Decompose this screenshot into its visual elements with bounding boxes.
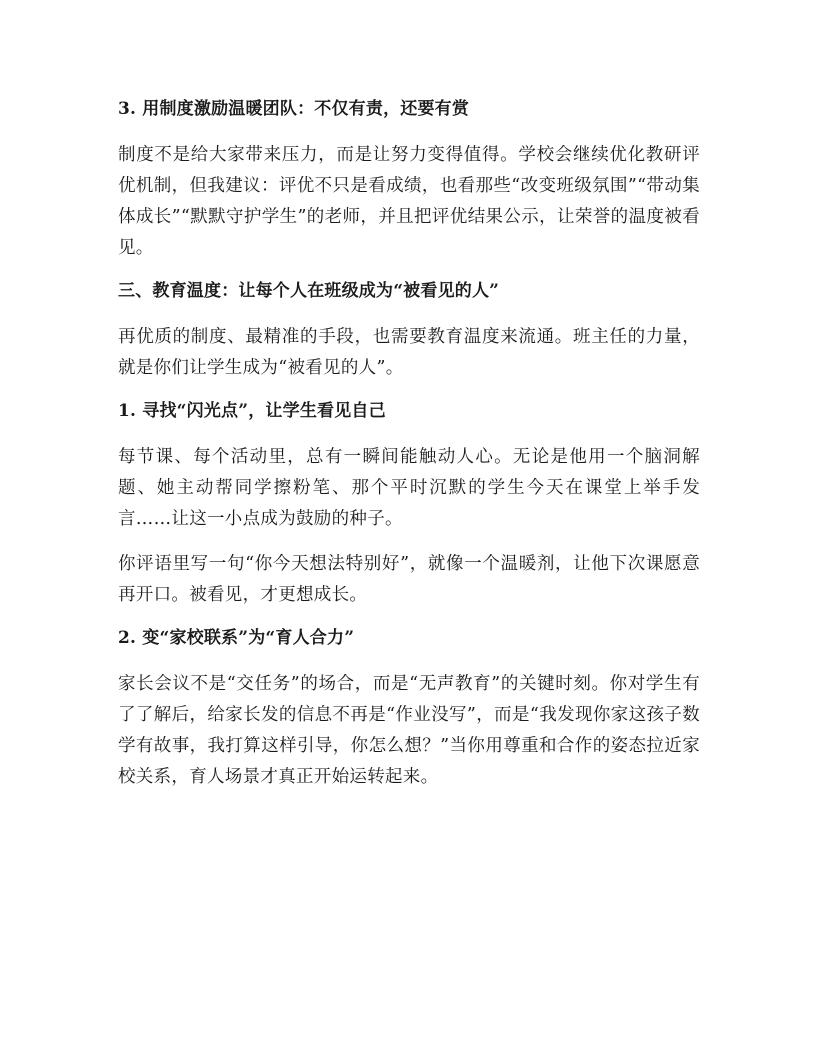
paragraph-evaluation-system: 制度不是给大家带来压力，而是让努力变得值得。学校会继续优化教研评优机制，但我建议：评优不只是看成绩，也看那些“改变班级氛围”“带动集体成长”“默默守护学生”的老师，并且把评优结果公示，让荣誉的温度被看见。 [118,145,700,258]
paragraph-moments: 每节课、每个活动里，总有一瞬间能触动人心。无论是他用一个脑洞解题、她主动帮同学擦粉笔、那个平时沉默的学生今天在课堂上举手发言……让这一小点成为鼓励的种子。 [118,447,700,529]
paragraph-parent-meeting: 家长会议不是“交任务”的场合，而是“无声教育”的关键时刻。你对学生有了了解后，给家长发的信息不再是“作业没写”，而是“我发现你家这孩子数学有故事，我打算这样引导，你怎么想？”当你用尊重和合作的姿态拉近家校关系，育人场景才真正开始运转起来。 [118,674,700,787]
section-heading-highlights: 1. 寻找“闪光点”，让学生看见自己 [118,401,386,421]
section-heading-home-school: 2. 变“家校联系”为“育人合力” [118,628,355,648]
paragraph-teacher-power: 再优质的制度、最精准的手段，也需要教育温度来流通。班主任的力量，就是你们让学生成为“被看见的人”。 [118,327,700,378]
paragraph-comment: 你评语里写一句“你今天想法特别好”，就像一个温暖剂，让他下次课愿意再开口。被看见，才更想成长。 [118,554,700,605]
document-page [118,96,700,807]
section-heading-education-warmth: 三、教育温度：让每个人在班级成为“被看见的人” [118,281,500,301]
section-heading-incentive: 3. 用制度激励温暖团队：不仅有责，还要有赏 [118,99,470,119]
